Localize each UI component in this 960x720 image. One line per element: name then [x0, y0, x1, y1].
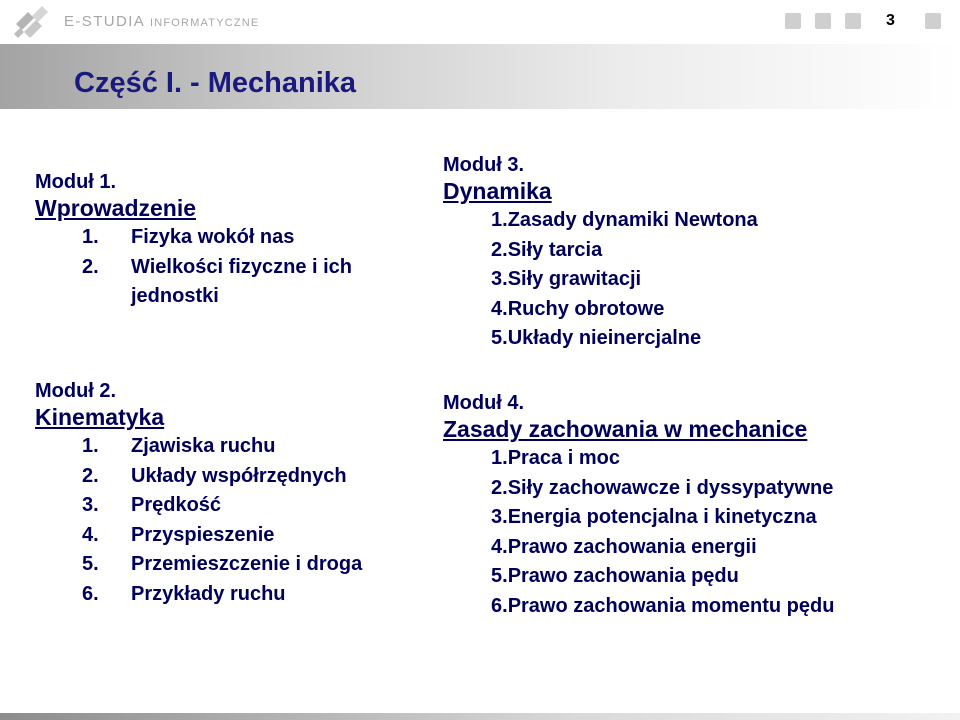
item-number: 4.: [82, 523, 99, 546]
list-item: [35, 223, 441, 253]
brand-name: [64, 13, 259, 30]
module-2: [35, 379, 441, 609]
item-text: Prawo zachowania energii: [507, 535, 757, 558]
item-number: 1.: [491, 447, 508, 469]
module-name: Zasady zachowania w mechanice: [443, 416, 808, 442]
nav-square-3[interactable]: [845, 13, 861, 29]
item-number: 1.: [82, 226, 99, 248]
nav-square-4[interactable]: [925, 13, 941, 29]
module-3: [443, 153, 758, 354]
brand-main: E-STUDIA: [64, 13, 145, 30]
item-text: Praca i moc: [507, 447, 620, 469]
item-text: Siły zachowawcze i dyssypatywne: [507, 476, 834, 499]
list-item: [35, 491, 441, 521]
list-item: [443, 206, 758, 236]
module-4: [443, 391, 834, 621]
item-text: Przykłady ruchu: [131, 582, 286, 605]
item-text: Zasady dynamiki Newtona: [507, 209, 758, 231]
module-label: Moduł 3.: [443, 154, 525, 176]
module-label: Moduł 2.: [35, 380, 117, 402]
list-item: [35, 253, 441, 312]
module-label: Moduł 4.: [443, 392, 525, 414]
item-text: Fizyka wokół nas: [131, 226, 295, 248]
item-text: Układy nieinercjalne: [507, 327, 702, 349]
item-text: Siły tarcia: [507, 238, 603, 261]
item-number: 4.: [491, 297, 508, 320]
list-item: [443, 265, 758, 295]
item-number: 2.: [82, 255, 99, 278]
item-number: 5.: [491, 327, 508, 349]
nav-square-1[interactable]: [785, 13, 801, 29]
item-number: 5.: [82, 553, 99, 575]
item-number: 6.: [491, 594, 508, 617]
logo-icon: [12, 4, 52, 40]
brand-sub: INFORMATYCZNE: [149, 17, 260, 29]
item-number: 1.: [491, 209, 508, 231]
list-item: [35, 580, 441, 610]
list-item: [35, 550, 441, 580]
module-name: Wprowadzenie: [35, 195, 197, 221]
item-text: Wielkości fizyczne i ich jednostki: [131, 255, 353, 307]
item-text: Przyspieszenie: [131, 523, 275, 546]
item-number: 3.: [82, 494, 99, 516]
module-1: [35, 170, 441, 312]
item-number: 2.: [491, 238, 508, 261]
list-item: [443, 324, 758, 354]
list-item: [443, 474, 834, 504]
slide-title: Część I. - Mechanika: [74, 67, 357, 99]
item-text: Siły grawitacji: [507, 268, 642, 290]
module-item-list: [35, 223, 441, 312]
item-number: 5.: [491, 565, 508, 587]
item-number: 3.: [491, 268, 508, 290]
list-item: [443, 562, 834, 592]
module-name: Dynamika: [443, 178, 552, 204]
header-bar: [0, 0, 960, 44]
item-text: Przemieszczenie i droga: [131, 553, 363, 575]
item-text: Prędkość: [131, 494, 222, 516]
item-text: Prawo zachowania pędu: [507, 565, 739, 587]
module-label: Moduł 1.: [35, 171, 117, 193]
item-number: 4.: [491, 535, 508, 558]
item-text: Zjawiska ruchu: [131, 435, 276, 457]
item-text: Prawo zachowania momentu pędu: [507, 594, 835, 617]
item-number: 6.: [82, 582, 99, 605]
list-item: [443, 295, 758, 325]
item-number: 2.: [82, 464, 99, 487]
item-number: 3.: [491, 506, 508, 528]
nav-square-2[interactable]: [815, 13, 831, 29]
item-number: 2.: [491, 476, 508, 499]
module-item-list: [35, 432, 441, 609]
module-item-list: [443, 206, 758, 354]
list-item: [443, 444, 834, 474]
list-item: [35, 432, 441, 462]
item-text: Energia potencjalna i kinetyczna: [507, 506, 817, 528]
list-item: [443, 236, 758, 266]
footer-bar: [0, 713, 960, 720]
page-number: 3: [886, 12, 895, 29]
list-item: [35, 462, 441, 492]
item-number: 1.: [82, 435, 99, 457]
item-text: Ruchy obrotowe: [507, 297, 665, 320]
list-item: [35, 521, 441, 551]
list-item: [443, 503, 834, 533]
list-item: [443, 592, 834, 622]
list-item: [443, 533, 834, 563]
module-item-list: [443, 444, 834, 621]
module-name: Kinematyka: [35, 404, 165, 430]
item-text: Układy współrzędnych: [131, 464, 347, 487]
